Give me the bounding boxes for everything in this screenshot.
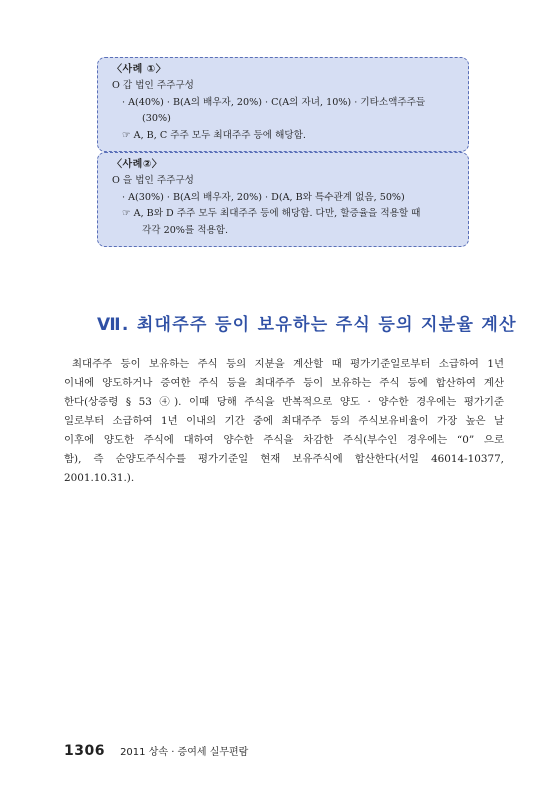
case-2-line: · A(30%) · B(A의 배우자, 20%) · D(A, B와 특수관계 없음, 50%)	[122, 191, 405, 203]
case-2-title: 〈사례②〉	[112, 159, 163, 170]
body-line: 일로부터 소급하여 1년 이내의 기간 중에 최대주주 등의 주식보유비율이 가장 높은 날	[64, 415, 504, 427]
body-line: 2001.10.31.).	[64, 472, 135, 484]
body-line: 이내에 양도하거나 증여한 주식 등을 최대주주 등이 보유하는 주식 등에 합산하여 계산	[64, 377, 504, 389]
page-number: 1306	[64, 743, 105, 759]
case-1-title: 〈사례 ①〉	[112, 64, 167, 75]
case-1-line: · A(40%) · B(A의 배우자, 20%) · C(A의 자녀, 10%) · 기타소액주주들	[122, 96, 426, 108]
section-heading: Ⅶ. 최대주주 등이 보유하는 주식 등의 지분율 계산	[97, 315, 517, 335]
case-box-1	[97, 57, 469, 152]
case-1-line: O 갑 법인 주주구성	[112, 80, 194, 92]
case-2-line: 각각 20%를 적용함.	[142, 224, 229, 236]
case-2-line: ☞ A, B와 D 주주 모두 최대주주 등에 해당함. 다만, 할증율을 적용할 때	[122, 208, 421, 220]
book-title: 2011 상속 · 증여세 실무편람	[120, 747, 249, 758]
case-1-line: (30%)	[142, 113, 171, 125]
body-line: 한다(상증령 § 53 ④). 이때 당해 주식을 반복적으로 양도 · 양수한 경우에는 평가기준	[64, 396, 504, 408]
case-2-line: O 을 법인 주주구성	[112, 175, 194, 187]
case-1-line: ☞ A, B, C 주주 모두 최대주주 등에 해당함.	[122, 129, 306, 141]
case-box-2	[97, 152, 469, 247]
body-paragraph	[64, 355, 504, 488]
body-line: 이후에 양도한 주식에 대하여 양수한 주식을 차감한 주식(부수인 경우에는 “0” 으로	[64, 434, 504, 446]
body-line: 최대주주 등이 보유하는 주식 등의 지분을 계산할 때 평가기준일로부터 소급하여 1년	[72, 358, 504, 370]
page-footer	[64, 740, 248, 759]
body-line: 함), 즉 순양도주식수를 평가기준일 현재 보유주식에 합산한다(서일 46014-10377,	[64, 453, 504, 465]
